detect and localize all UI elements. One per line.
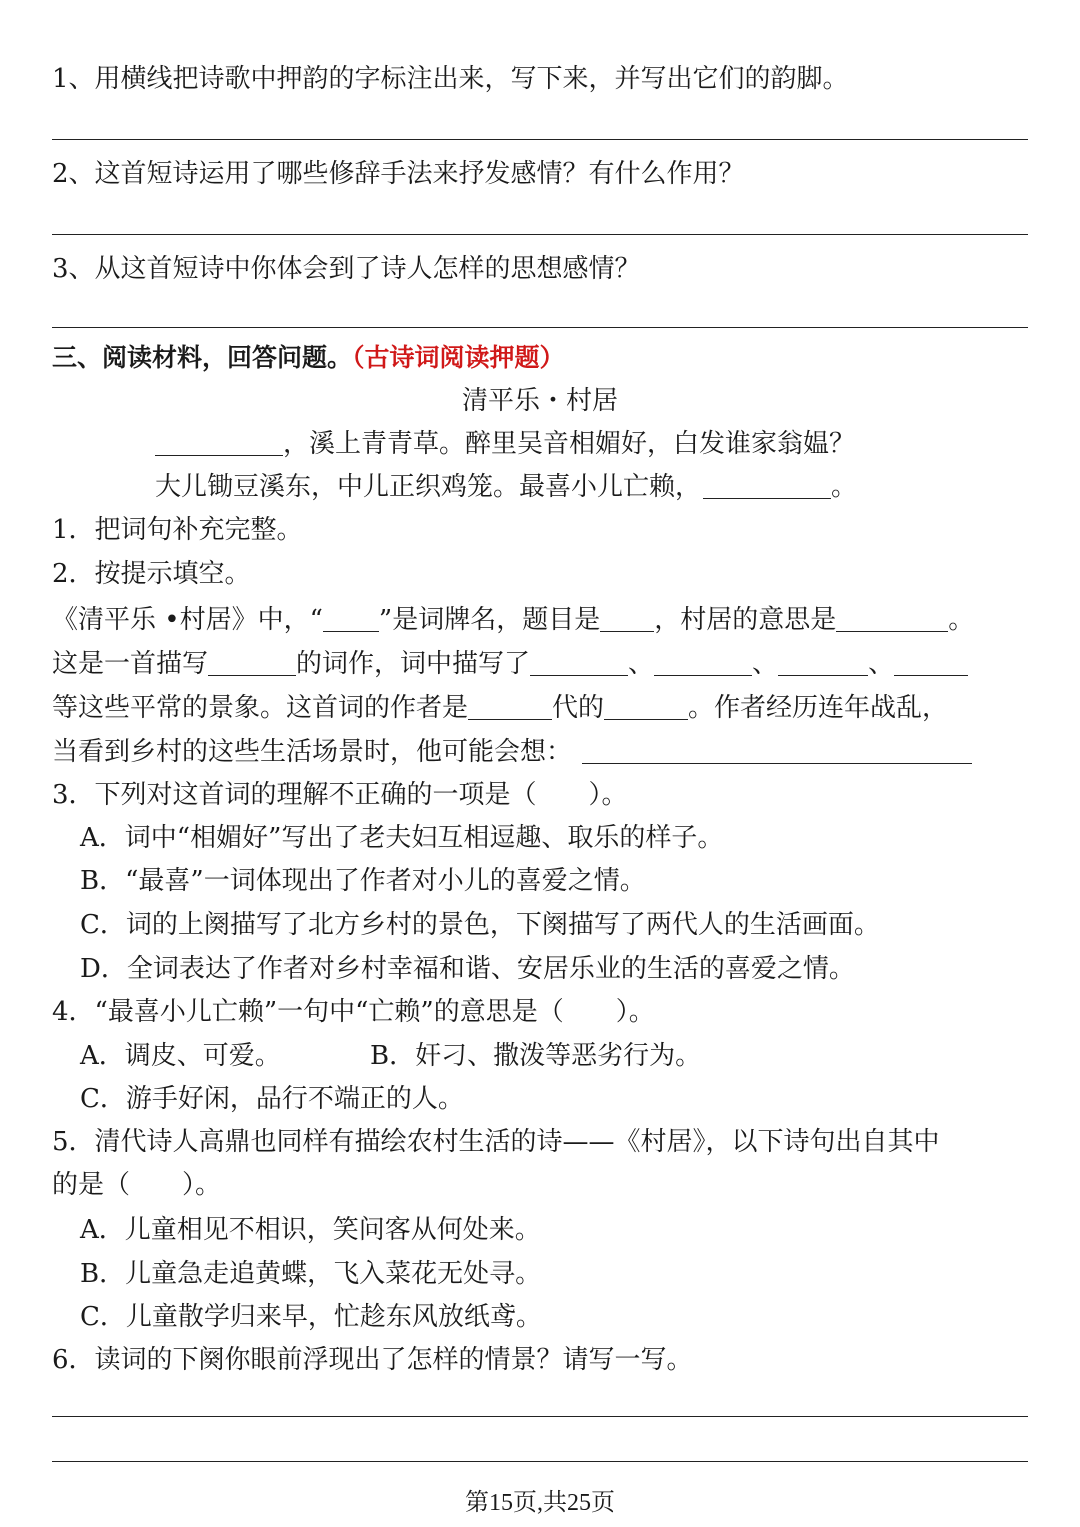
q2-paragraph-line-2 [52,647,968,681]
question-3-feeling: 3、从这首短诗中你体会到了诗人怎样的思想感情？ [52,254,641,284]
poem-line-2-text: 大儿锄豆溪东，中儿正织鸡笼。最喜小儿亡赖， [155,472,702,502]
q2-sep-1: 、 [628,649,655,679]
q3-option-c[interactable]: C．词的上阕描写了北方乡村的景色，下阕描写了两代人的生活画面。 [80,910,880,940]
section-heading [52,341,565,375]
q5-option-c[interactable]: C．儿童散学归来早，忙趁东风放纸鸢。 [80,1302,542,1332]
poem-line-2-end: 。 [831,472,858,502]
section-title: 三、阅读材料，回答问题。 [52,343,353,372]
q5-stem-line-2: 的是（ ）。 [52,1170,222,1200]
poem-line-1-text: ，溪上青青草。醉里吴音相媚好，白发谁家翁媪？ [283,429,856,459]
q4-option-b[interactable]: B．奸刁、撒泼等恶劣行为。 [370,1041,702,1071]
poem-line-2 [155,470,857,504]
q5-stem-line-1: 5．清代诗人高鼎也同样有描绘农村生活的诗——《村居》，以下诗句出自其中 [52,1127,940,1157]
q2-title: 2．按提示填空。 [52,559,251,589]
q2-paragraph-line-3 [52,691,948,725]
poem-title: 清平乐・村居 [461,386,618,416]
page-number: 第15页,共25页 [465,1490,615,1516]
q4-option-a[interactable]: A．调皮、可爱。 [80,1041,281,1071]
poem-blank-1[interactable] [155,431,283,456]
blank-scene-3[interactable] [778,651,868,676]
blank-author-thought[interactable] [582,739,972,764]
q3-option-a[interactable]: A．词中“相媚好”写出了老夫妇互相逗趣、取乐的样子。 [80,823,724,853]
q2-text-j: 当看到乡村的这些生活场景时，他可能会想： [52,737,573,767]
blank-title[interactable] [600,607,654,632]
q2-text-h: 代的 [552,693,605,723]
blank-scene-1[interactable] [530,651,628,676]
q3-option-b[interactable]: B．“最喜”一词体现出了作者对小儿的喜爱之情。 [80,866,646,896]
blank-author[interactable] [604,695,688,720]
answer-line-q6-2[interactable] [52,1461,1028,1462]
q2-text-e: 这是一首描写 [52,649,209,679]
q5-option-b[interactable]: B．儿童急走追黄蝶，飞入菜花无处寻。 [80,1259,542,1289]
q2-text-g: 等这些平常的景象。这首词的作者是 [52,693,469,723]
q4-option-c[interactable]: C．游手好闲，品行不端正的人。 [80,1084,464,1114]
q2-paragraph-line-1 [52,603,974,637]
blank-cipai[interactable] [323,607,379,632]
blank-describe[interactable] [208,651,296,676]
blank-scene-2[interactable] [654,651,752,676]
q2-paragraph-line-4 [52,735,972,769]
blank-dynasty[interactable] [468,695,552,720]
section-tag: （古诗词阅读押题） [352,343,565,372]
answer-line-3[interactable] [52,327,1028,328]
q2-text-i: 。作者经历连年战乱， [688,693,949,723]
answer-line-q6-1[interactable] [52,1416,1028,1417]
q3-stem: 3．下列对这首词的理解不正确的一项是（ ）。 [52,780,628,810]
poem-line-1 [155,427,855,461]
blank-scene-4[interactable] [894,651,968,676]
q5-option-a[interactable]: A．儿童相见不相识，笑问客从何处来。 [80,1215,541,1245]
q2-text-a: 《清平乐 •村居》中，“ [52,605,323,635]
q6-stem: 6．读词的下阕你眼前浮现出了怎样的情景？请写一写。 [52,1345,693,1375]
question-2-rhetoric: 2、这首短诗运用了哪些修辞手法来抒发感情？有什么作用？ [52,159,745,189]
blank-meaning[interactable] [836,607,948,632]
q2-sep-2: 、 [752,649,779,679]
q2-text-b: ”是词牌名，题目是 [378,605,601,635]
q3-option-d[interactable]: D．全词表达了作者对乡村幸福和谐、安居乐业的生活的喜爱之情。 [80,954,855,984]
q2-sep-3: 、 [868,649,895,679]
q2-text-f: 的词作，词中描写了 [296,649,531,679]
poem-blank-2[interactable] [703,474,831,499]
q2-text-c: ，村居的意思是 [654,605,837,635]
answer-line-2[interactable] [52,234,1028,235]
question-1-rhyme: 1、用横线把诗歌中押韵的字标注出来，写下来，并写出它们的韵脚。 [52,64,849,94]
q2-text-d: 。 [948,605,975,635]
answer-line-1[interactable] [52,139,1028,140]
q4-stem: 4．“最喜小儿亡赖”一句中“亡赖”的意思是（ ）。 [52,997,655,1027]
q1-fill-poem: 1．把词句补充完整。 [52,515,303,545]
